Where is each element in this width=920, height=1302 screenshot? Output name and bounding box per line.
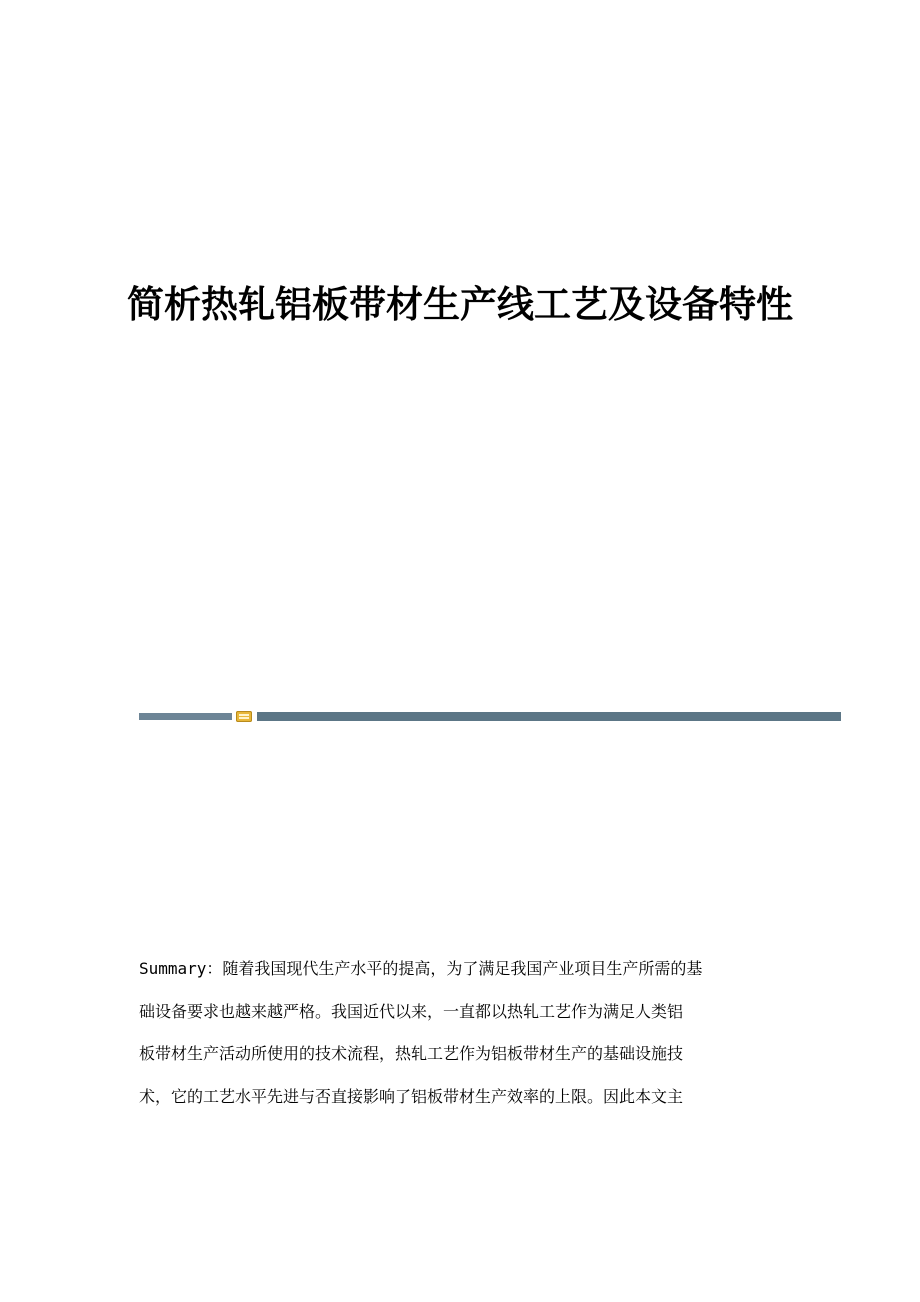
summary-line: 板带材生产活动所使用的技术流程，热轧工艺作为铝板带材生产的基础设施技 bbox=[139, 1044, 684, 1063]
document-title: 简析热轧铝板带材生产线工艺及设备特性 bbox=[127, 283, 793, 326]
divider-bar-right bbox=[257, 712, 841, 721]
section-divider bbox=[139, 712, 841, 721]
divider-bar-left bbox=[139, 713, 232, 720]
divider-ornament-icon bbox=[236, 711, 252, 722]
summary-line: 础设备要求也越来越严格。我国近代以来，一直都以热轧工艺作为满足人类铝 bbox=[139, 1001, 684, 1021]
summary-paragraph bbox=[139, 948, 784, 1118]
summary-line: 术，它的工艺水平先进与否直接影响了铝板带材生产效率的上限。因此本文主 bbox=[139, 1086, 684, 1106]
summary-line: Summary：随着我国现代生产水平的提高，为了满足我国产业项目生产所需的基 bbox=[139, 959, 703, 978]
